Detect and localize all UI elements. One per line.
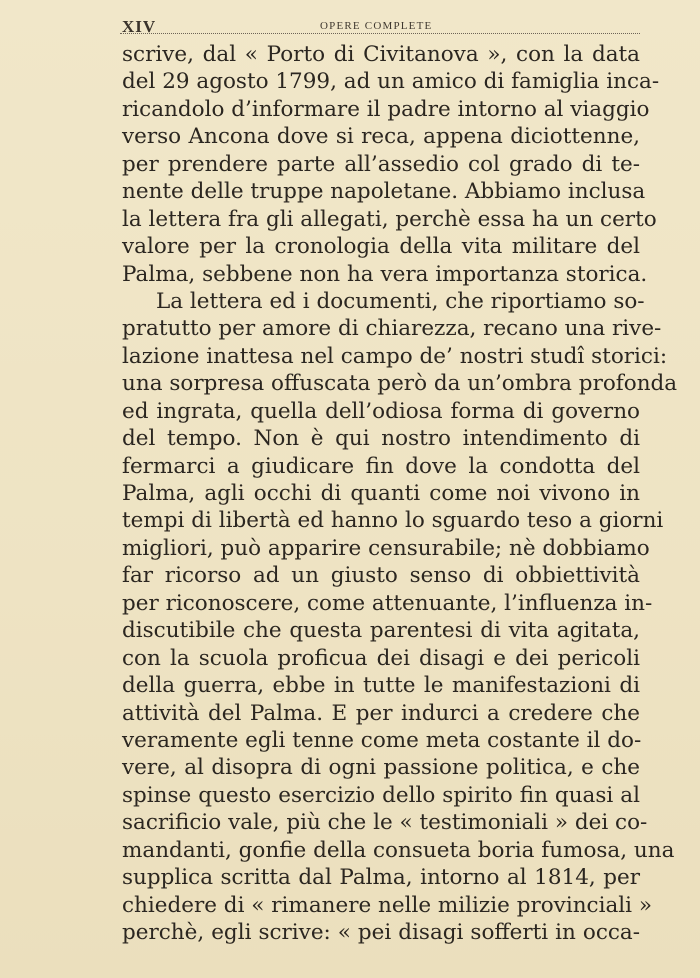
text-line: ed ingrata, quella dell’odiosa forma di governo bbox=[122, 398, 640, 424]
page-header bbox=[122, 14, 642, 38]
text-line: una sorpresa offuscata però da un’ombra profonda bbox=[122, 371, 678, 397]
text-line: pratutto per amore di chiarezza, recano una rive- bbox=[122, 316, 662, 342]
text-line: del tempo. Non è qui nostro intendimento di bbox=[122, 426, 640, 452]
text-line: supplica scritta dal Palma, intorno al 1814, per bbox=[122, 865, 640, 891]
page-number: XIV bbox=[122, 17, 157, 36]
text-line: ricandolo d’informare il padre intorno al viaggio bbox=[122, 96, 650, 122]
text-line: nente delle truppe napoletane. Abbiamo inclusa bbox=[122, 179, 646, 205]
text-line: lazione inattesa nel campo de’ nostri studî storici: bbox=[122, 343, 668, 369]
text-line: chiedere di « rimanere nelle milizie provinciali » bbox=[122, 892, 653, 918]
header-rule bbox=[120, 33, 640, 34]
text-line: vere, al disopra di ogni passione politica, e che bbox=[122, 755, 640, 781]
text-line: Palma, agli occhi di quanti come noi vivono in bbox=[122, 481, 640, 506]
text-line: la lettera fra gli allegati, perchè essa ha un certo bbox=[122, 206, 657, 232]
paragraph-first-line: La lettera ed i documenti, che riportiamo so- bbox=[156, 288, 645, 314]
text-line: sacrificio vale, più che le « testimoniali » dei co- bbox=[122, 810, 648, 836]
text-line: del 29 agosto 1799, ad un amico di famiglia inca- bbox=[122, 69, 660, 95]
text-line: della guerra, ebbe in tutte le manifestazioni di bbox=[122, 673, 640, 699]
text-line: valore per la cronologia della vita militare del bbox=[122, 234, 640, 260]
text-line: mandanti, gonfie della consueta boria fumosa, una bbox=[122, 837, 675, 863]
body-text bbox=[122, 41, 678, 946]
text-line: con la scuola proficua dei disagi e dei pericoli bbox=[122, 645, 640, 671]
text-line: Palma, sebbene non ha vera importanza storica. bbox=[122, 261, 648, 287]
text-line: tempi di libertà ed hanno lo sguardo teso a giorni bbox=[122, 508, 664, 534]
text-line: per prendere parte all’assedio col grado di te- bbox=[122, 151, 640, 177]
text-line: verso Ancona dove si reca, appena diciottenne, bbox=[122, 124, 640, 150]
text-line: migliori, può apparire censurabile; nè dobbiamo bbox=[122, 535, 650, 561]
text-line: veramente egli tenne come meta costante il do- bbox=[122, 727, 642, 753]
running-title: OPERE COMPLETE bbox=[320, 20, 433, 32]
text-line: spinse questo esercizio dello spirito fin quasi al bbox=[122, 782, 640, 808]
text-line: far ricorso ad un giusto senso di obbiettività bbox=[122, 563, 640, 589]
text-line: fermarci a giudicare fin dove la condotta del bbox=[122, 453, 640, 479]
text-line: per riconoscere, come attenuante, l’influenza in- bbox=[122, 590, 653, 616]
text-line: attività del Palma. E per indurci a credere che bbox=[122, 700, 640, 726]
text-line: perchè, egli scrive: « pei disagi sofferti in occa- bbox=[122, 920, 640, 945]
text-line: discutibile che questa parentesi di vita agitata, bbox=[122, 618, 640, 644]
text-line: scrive, dal « Porto di Civitanova », con la data bbox=[122, 42, 640, 67]
